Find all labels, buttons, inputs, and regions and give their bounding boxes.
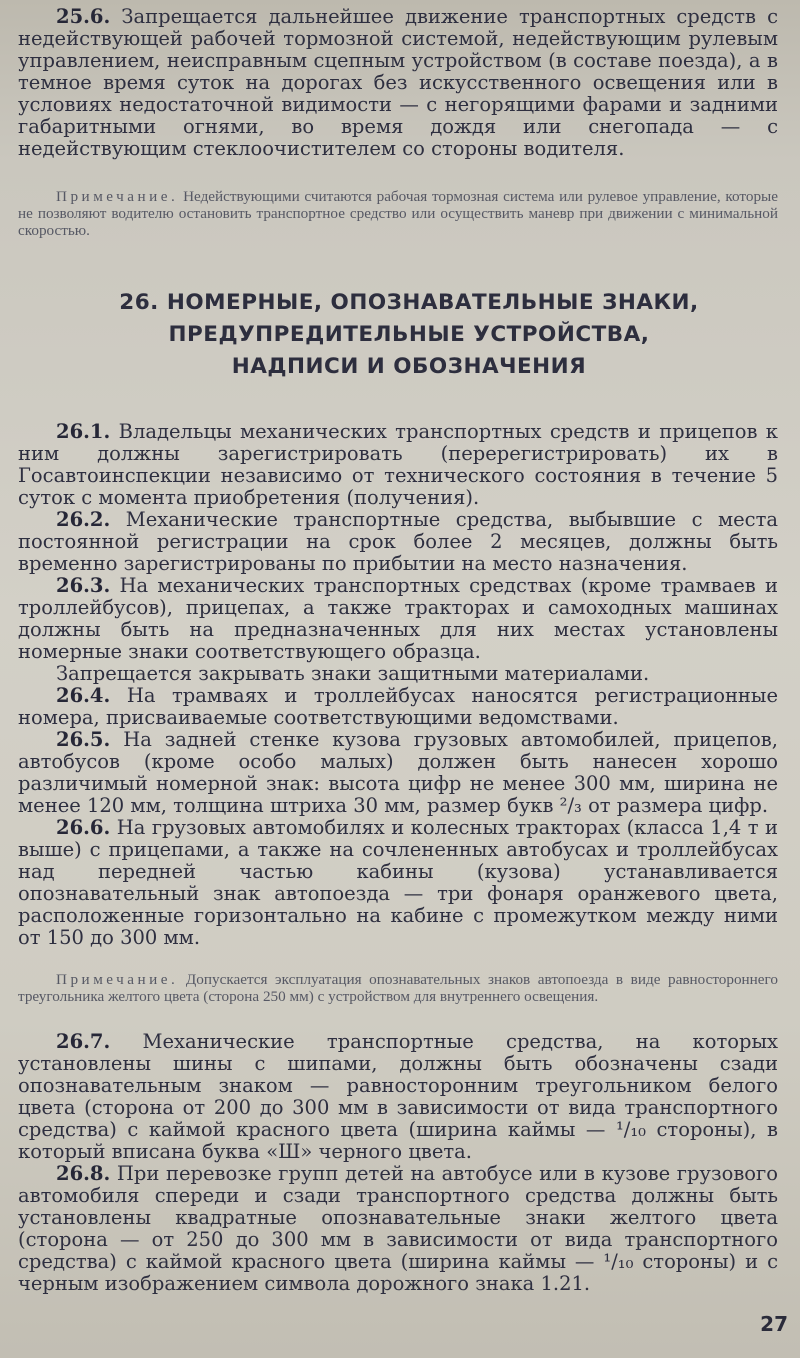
clause-number: 26.4. [56, 684, 111, 707]
note-text: Допускается эксплуатация опознавательных знаков автопоезда в виде равностороннего треугольника желтого цвета (сторона 250 мм) с устройством для внутреннего освещения. [18, 971, 778, 1005]
clause-number: 26.3. [56, 574, 111, 597]
paragraph-25-6 [18, 6, 778, 160]
clause-number: 26.1. [56, 420, 111, 443]
note-2 [18, 971, 778, 1005]
clause-text: Механические транспортные средства, выбывшие с места постоянной регистрации на срок более 2 месяцев, должны быть временно зарегистрированы по прибытии на место назначения. [18, 508, 778, 575]
clause-number: 26.2. [56, 508, 111, 531]
clause-number: 26.8. [56, 1162, 111, 1185]
paragraph-26-3-continued [18, 663, 778, 685]
clause-text: Механические транспортные средства, на которых установлены шины с шипами, должны быть обозначены сзади опознавательным знаком — равносторонним треугольником белого цвета (сторона от 200 до 300 мм в зависимости от вида транспортного средства) с каймой красного цвета (ширина каймы — ¹/₁₀ стороны), в который вписана буква «Ш» черного цвета. [18, 1030, 778, 1163]
note-label: Примечание. [56, 971, 179, 988]
paragraph-26-1 [18, 421, 778, 509]
paragraph-26-6 [18, 817, 778, 949]
clause-text: Владельцы механических транспортных средств и прицепов к ним должны зарегистрировать (перерегистрировать) их в Госавтоинспекции независимо от технического состояния в течение 5 суток с момента приобретения (получения). [18, 420, 778, 509]
section-heading [18, 287, 778, 383]
clause-number: 26.7. [56, 1030, 111, 1053]
note-1 [18, 188, 778, 239]
paragraph-26-7 [18, 1031, 778, 1163]
clause-text: На механических транспортных средствах (кроме трамваев и троллейбусов), прицепах, а также тракторах и самоходных машинах должны быть на предназначенных для них местах установлены номерные знаки соответствующего образца. [18, 574, 779, 663]
paragraph-26-2 [18, 509, 778, 575]
section-title-line-3: НАДПИСИ И ОБОЗНАЧЕНИЯ [231, 354, 587, 379]
note-label: Примечание. [56, 188, 179, 205]
clause-text: На задней стенке кузова грузовых автомобилей, прицепов, автобусов (кроме особо малых) должен быть нанесен хорошо различимый номерной знак: высота цифр не менее 300 мм, ширина не менее 120 мм, толщина штриха 30 мм, размер букв ²/₃ от размера цифр. [18, 728, 778, 817]
paragraph-26-8 [18, 1163, 778, 1295]
clause-text: На грузовых автомобилях и колесных тракторах (класса 1,4 т и выше) с прицепами, а также на сочлененных автобусах и троллейбусах над передней частью кабины (кузова) устанавливается опознавательный знак автопоезда — три фонаря оранжевого цвета, расположенные горизонтально на кабине с промежутком между ними от 150 до 300 мм. [18, 816, 778, 949]
section-title-line-2: ПРЕДУПРЕДИТЕЛЬНЫЕ УСТРОЙСТВА, [168, 322, 650, 347]
paragraph-26-4 [18, 685, 778, 729]
clause-number: 26.5. [56, 728, 111, 751]
paragraph-26-5 [18, 729, 778, 817]
clause-text: При перевозке групп детей на автобусе или в кузове грузового автомобиля спереди и сзади транспортного средства должны быть установлены квадратные опознавательные знаки желтого цвета (сторона — от 250 до 300 мм в зависимости от вида транспортного средства) с каймой красного цвета (ширина каймы — ¹/₁₀ стороны) и с черным изображением символа дорожного знака 1.21. [18, 1162, 779, 1295]
clause-text: Запрещается закрывать знаки защитными материалами. [56, 662, 650, 685]
clause-number: 25.6. [56, 5, 111, 28]
page-number: 27 [760, 1312, 788, 1336]
section-title-line-1: 26. НОМЕРНЫЕ, ОПОЗНАВАТЕЛЬНЫЕ ЗНАКИ, [119, 290, 699, 315]
clause-text: На трамваях и троллейбусах наносятся регистрационные номера, присваиваемые соответствующими ведомствами. [18, 684, 778, 729]
clause-number: 26.6. [56, 816, 111, 839]
paragraph-26-3 [18, 575, 778, 663]
clause-text: Запрещается дальнейшее движение транспортных средств с недействующей рабочей тормозной системой, недействующим рулевым управлением, неисправным сцепным устройством (в составе поезда), а в темное время суток на дорогах без искусственного освещения или в условиях недостаточной видимости — с негорящими фарами и задними габаритными огнями, во время дождя или снегопада — с недействующим стеклоочистителем со стороны водителя. [18, 5, 778, 160]
note-text: Недействующими считаются рабочая тормозная система или рулевое управление, которые не позволяют водителю остановить транспортное средство или осуществить маневр при движении с минимальной скоростью. [18, 188, 778, 239]
